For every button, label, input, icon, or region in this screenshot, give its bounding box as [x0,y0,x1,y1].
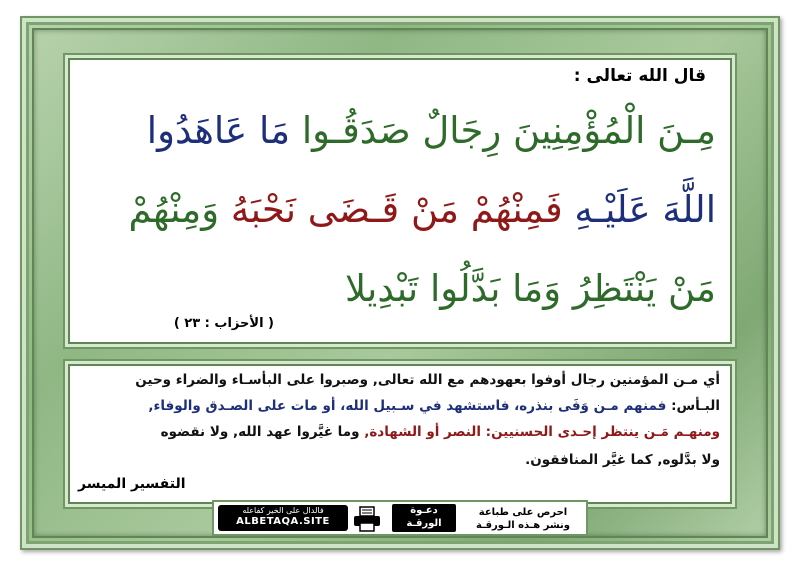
printer-icon [352,506,382,532]
logo-bottom-text: الورقـة [406,518,442,529]
text-segment: مَا عَاهَدُوا [146,109,291,152]
print-note [476,506,570,532]
text-segment: ولا بدَّلوه, كما غيَّر المنافقون. [525,452,720,468]
footer-bar [212,500,588,536]
text-segment: اللَّهَ عَلَيْـهِ [562,188,716,231]
logo-top-text: دعـوة [410,505,438,516]
text-segment: فمنهم مـن وَفَى بنذره، فاستشهد في سـبيل الله، أو مات على الصـدق والوفاء, [148,398,667,414]
tafsir-line-2 [78,400,720,414]
tafsir-line-1 [78,374,720,388]
print-note-line-2: ونشر هـذه الـورقـة [475,520,570,531]
text-segment: ومنهـم مَـن ينتظر إحـدى الحسنيين: النصر أو الشهادة, [359,424,720,440]
text-segment: أي مـن المؤمنين رجال أوفوا بعهودهم مع الله تعالى, وصبروا على البأسـاء والضراء وحين [135,372,720,388]
site-link[interactable] [218,505,348,531]
tafsir-source: التفسير الميسر [78,476,186,492]
text-segment: مِـنَ الْمُؤْمِنِينَ رِجَالٌ صَدَقُـوا [290,109,716,152]
verse-heading: قال الله تعالى : [573,66,706,86]
site-slogan: فالدال على الخير كفاعله [242,506,324,515]
logo [392,504,456,532]
verse-line-3 [84,267,716,310]
tafsir-line-3 [78,426,720,440]
text-segment: مَنْ يَنْتَظِرُ [561,267,716,310]
verse-panel [68,58,732,344]
text-segment: فَمِنْهُمْ مَنْ قَـضَى نَحْبَهُ [219,188,563,231]
print-note-line-1: احرص على طباعة [478,507,568,518]
verse-reference: ( الأحزاب : ٢٣ ) [173,316,274,331]
tafsir-line-4 [78,454,720,468]
text-segment: البـأس: [666,398,720,414]
verse-line-2 [84,188,716,231]
text-segment: وما غيَّروا عهد الله, ولا نقضوه [160,424,360,440]
verse-line-1 [84,109,716,152]
tafsir-panel [68,364,732,504]
site-url: ALBETAQA.SITE [236,516,330,527]
text-segment: وَمِنْهُمْ [128,188,220,231]
text-segment: وَمَا بَدَّلُوا تَبْدِيلا [344,267,562,310]
